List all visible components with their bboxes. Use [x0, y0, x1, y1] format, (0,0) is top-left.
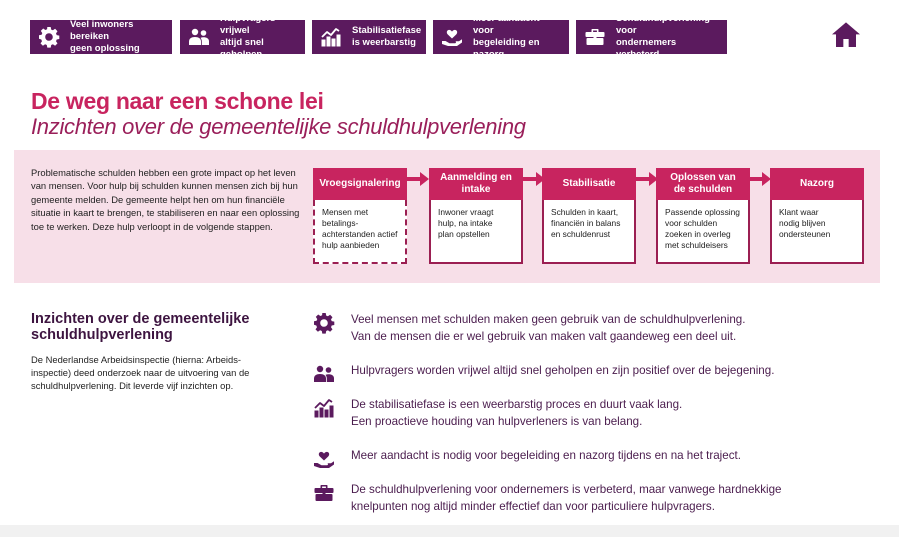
step-title: Vroegsignalering — [313, 168, 407, 200]
briefcase-icon — [312, 481, 336, 505]
nav-item-label: Stabilisatiefase is weerbarstig — [352, 25, 422, 48]
step-title: Stabilisatie — [542, 168, 636, 200]
nav-item-label: Hulpvragers vrijwel altijd snel geholpen — [220, 13, 276, 60]
step-title: Aanmelding en intake — [429, 168, 523, 200]
page-title: De weg naar een schone lei — [31, 88, 324, 114]
section-title: Inzichten over de gemeentelijke schuldhulpverlening — [31, 311, 250, 343]
arrow-icon — [407, 172, 429, 186]
step-vroegsignalering — [313, 168, 407, 264]
chart-icon — [318, 24, 344, 50]
people-icon — [186, 24, 212, 50]
insight-text: Hulpvragers worden vrijwel altijd snel geholpen en zijn positief over de bejegening. — [351, 364, 775, 377]
step-description: Mensen met betalings- achterstanden actief hulp aanbieden — [313, 200, 407, 264]
arrow-icon — [636, 172, 658, 186]
section-text: De Nederlandse Arbeidsinspectie (hierna: Arbeids-inspectie) deed onderzoek naar de uitvoering van de schuldhulpverlening. Dit leverde vijf inzichten op. — [31, 354, 250, 392]
step-nazorg — [770, 168, 864, 264]
step-description: Passende oplossing voor schulden zoeken in overleg met schuldeisers — [656, 200, 750, 264]
nav-item-label: Schuldhulpverlening voor ondernemers verbeterd — [616, 13, 710, 60]
nav-item-label: Veel inwoners bereiken geen oplossing — [70, 19, 140, 54]
bottom-shadow — [0, 525, 899, 537]
nav-item-guidance-aftercare[interactable] — [433, 13, 569, 60]
heart-hand-icon — [312, 447, 336, 471]
nav-item-label: Meer aandacht voor begeleiding en nazorg — [473, 13, 540, 60]
nav-item-entrepreneurs[interactable] — [576, 13, 727, 60]
gear-icon — [312, 311, 336, 335]
top-navigation — [0, 0, 899, 60]
home-button[interactable] — [828, 20, 864, 54]
insight-text: De stabilisatiefase is een weerbarstig proces en duurt vaak lang. Een proactieve houding van hulpverleners is van belang. — [351, 398, 683, 428]
gear-icon — [36, 24, 62, 50]
step-title: Nazorg — [770, 168, 864, 200]
heart-hand-icon — [439, 24, 465, 50]
nav-item-quick-help[interactable] — [180, 13, 305, 60]
chart-icon — [312, 396, 336, 420]
home-icon — [830, 19, 862, 56]
step-description: Inwoner vraagt hulp, na intake plan opstellen — [429, 200, 523, 264]
insight-text: De schuldhulpverlening voor ondernemers is verbeterd, maar vanwege hardnekkige knelpunten nog altijd minder effectief dan voor particuliere hulpvragers. — [351, 483, 782, 513]
step-oplossen — [656, 168, 750, 264]
step-stabilisatie — [542, 168, 636, 264]
step-description: Schulden in kaart, financiën in balans en schuldenrust — [542, 200, 636, 264]
arrow-icon — [749, 172, 771, 186]
insight-item — [312, 481, 832, 515]
nav-item-no-solution[interactable] — [30, 20, 172, 54]
insight-item — [312, 362, 832, 386]
insight-text: Meer aandacht is nodig voor begeleiding en nazorg tijdens en na het traject. — [351, 449, 741, 462]
insight-item — [312, 447, 832, 471]
step-title: Oplossen van de schulden — [656, 168, 750, 200]
step-description: Klant waar nodig blijven ondersteunen — [770, 200, 864, 264]
people-icon — [312, 362, 336, 386]
briefcase-icon — [582, 24, 608, 50]
insight-item — [312, 396, 832, 430]
step-aanmelding-intake — [429, 168, 523, 264]
intro-text: Problematische schulden hebben een grote impact op het leven van mensen. Voor hulp bij schulden kunnen mensen zich bij hun gemeente melden. De gemeente helpt hen om hun financiële situatie in kaart te brengen, te stabiliseren en naar een oplossing toe te werken. Deze hulp verloopt in de volgende stappen. — [31, 167, 300, 232]
insight-item — [312, 311, 832, 345]
page-subtitle: Inzichten over de gemeentelijke schuldhulpverlening — [31, 114, 526, 139]
nav-item-stabilization[interactable] — [312, 20, 426, 54]
insight-text: Veel mensen met schulden maken geen gebruik van de schuldhulpverlening. Van de mensen die er wel gebruik van maken valt gaandeweg een deel uit. — [351, 313, 746, 343]
